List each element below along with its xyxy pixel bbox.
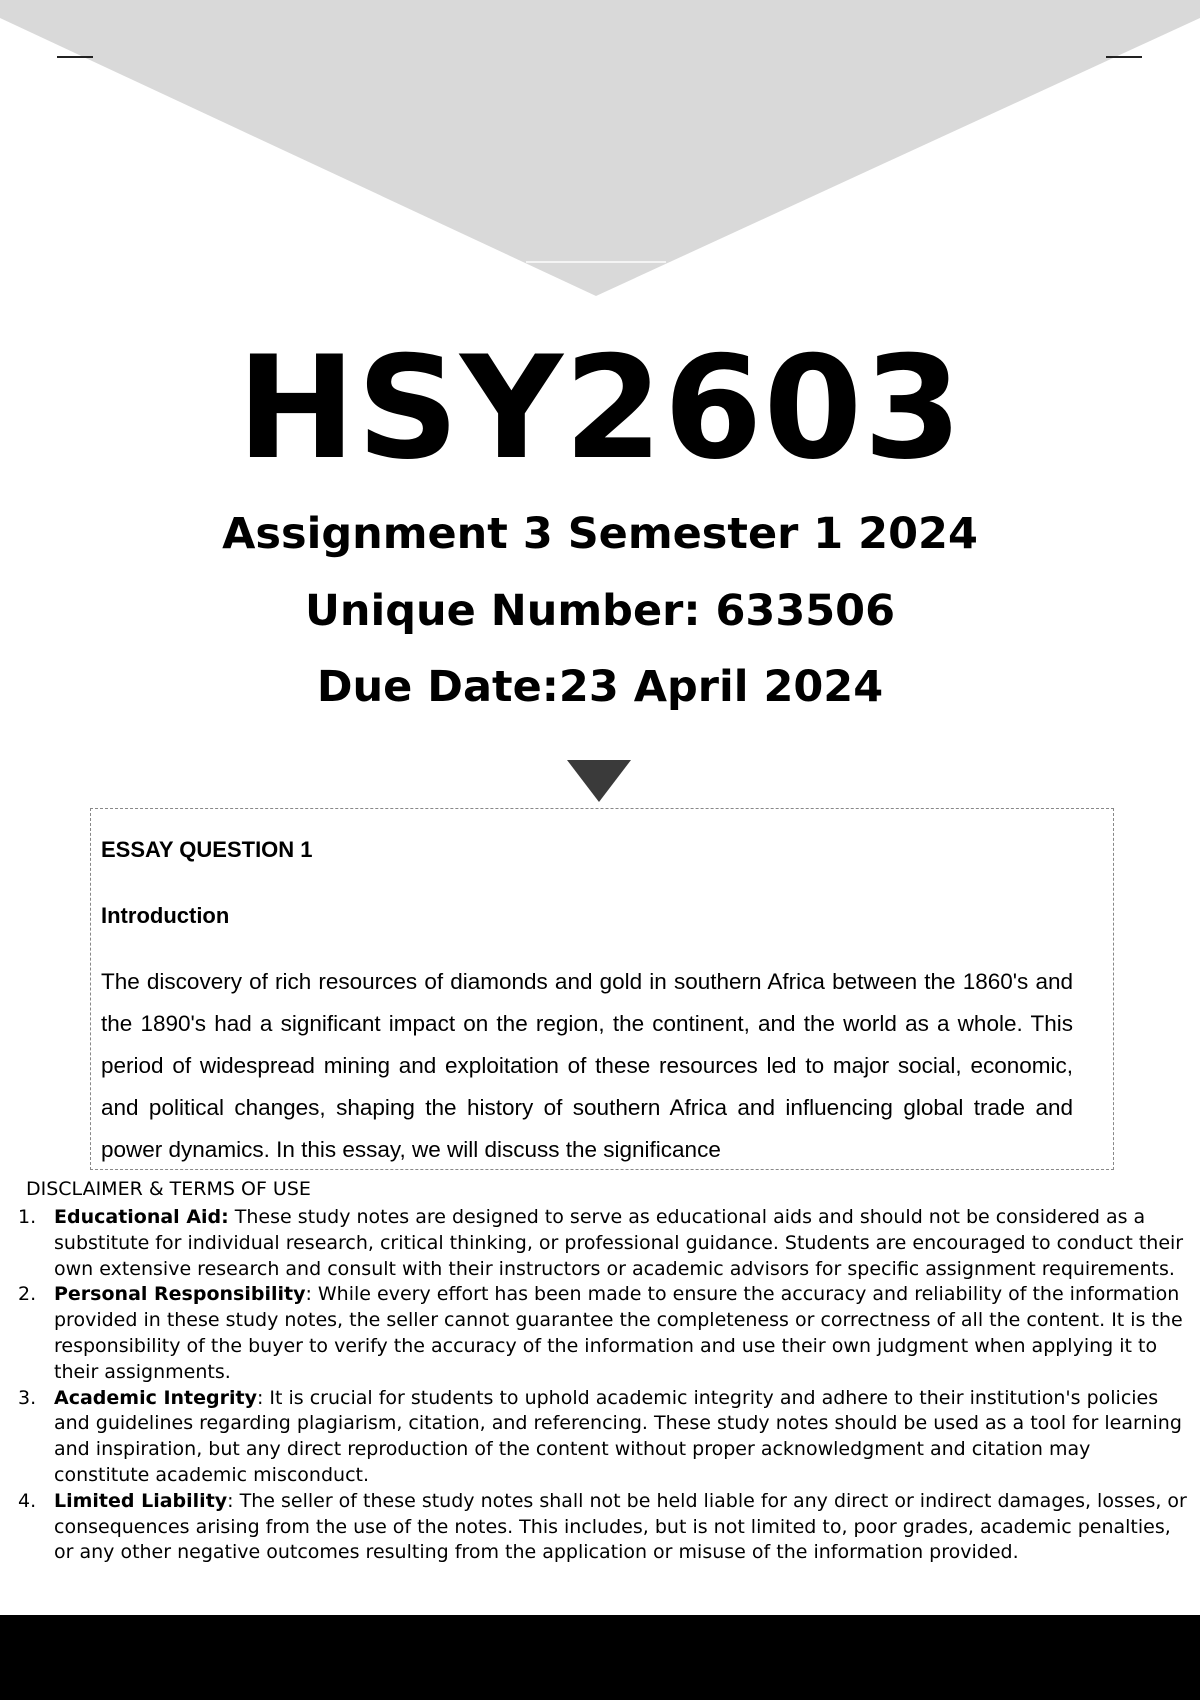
term-item-limited-liability bbox=[0, 1489, 1200, 1566]
course-code-title: HSY2603 bbox=[236, 326, 964, 491]
term-number: 2. bbox=[18, 1283, 37, 1306]
bottom-bar bbox=[0, 1615, 1200, 1700]
term-item-educational-aid bbox=[0, 1205, 1200, 1282]
essay-preview-box bbox=[90, 808, 1114, 1170]
term-text: : It is crucial for students to uphold academic integrity and adhere to their institution's policies and guidelines regarding plagiarism, citation, and referencing. These study notes should be used as a tool for learning and inspiration, but any direct reproduction of the content without proper acknowledgment and citation may constitute academic misconduct. bbox=[54, 1386, 1182, 1486]
term-number: 1. bbox=[18, 1206, 37, 1228]
terms-list bbox=[0, 1205, 1200, 1566]
essay-question-heading: ESSAY QUESTION 1 bbox=[101, 837, 313, 862]
arrow-down-icon bbox=[567, 760, 631, 802]
disclaimer-title: DISCLAIMER & TERMS OF USE bbox=[26, 1178, 311, 1200]
term-text: : While every effort has been made to ensure the accuracy and reliability of the information provided in these study notes, the seller cannot guarantee the completeness or correctness of all the content. It is the responsibility of the buyer to verify the accuracy of the information and use their own judgment when applying it to their assignments. bbox=[54, 1283, 1183, 1383]
essay-introduction-heading: Introduction bbox=[101, 903, 230, 928]
term-item-academic-integrity bbox=[0, 1386, 1200, 1489]
term-number: 4. bbox=[18, 1489, 37, 1512]
essay-body-text: The discovery of rich resources of diamonds and gold in southern Africa between the 1860's and the 1890's had a significant impact on the region, the continent, and the world as a whole. This period of widespread mining and exploitation of these resources led to major social, economic, and political changes, shaping the history of southern Africa and influencing global trade and power dynamics. In this essay, we will discuss the significance bbox=[101, 969, 1073, 1162]
assignment-subtitle: Assignment 3 Semester 1 2024 bbox=[222, 509, 978, 559]
term-label: Limited Liability bbox=[54, 1489, 228, 1512]
term-text: These study notes are designed to serve as educational aids and should not be considered as a substitute for individual research, critical thinking, or professional guidance. Students are encouraged to conduct their own extensive research and consult with their instructors or academic advisors for specific assignment requirements. bbox=[54, 1206, 1184, 1280]
term-label: Academic Integrity bbox=[54, 1386, 257, 1409]
term-item-personal-responsibility bbox=[0, 1282, 1200, 1385]
term-label: Educational Aid: bbox=[54, 1206, 229, 1228]
term-text: : The seller of these study notes shall not be held liable for any direct or indirect damages, losses, or consequences arising from the use of the notes. This includes, but is not limited to, poor grades, academic penalties, or any other negative outcomes resulting from the application or misuse of the information provided. bbox=[54, 1489, 1187, 1564]
unique-number: Unique Number: 633506 bbox=[304, 586, 896, 636]
corner-rule-right bbox=[1106, 56, 1142, 58]
term-label: Personal Responsibility bbox=[54, 1283, 306, 1306]
banner-chevron bbox=[0, 0, 1200, 296]
header-banner bbox=[0, 0, 1200, 300]
corner-rule-left bbox=[57, 56, 93, 58]
term-number: 3. bbox=[18, 1386, 37, 1409]
due-date: Due Date:23 April 2024 bbox=[316, 662, 884, 712]
